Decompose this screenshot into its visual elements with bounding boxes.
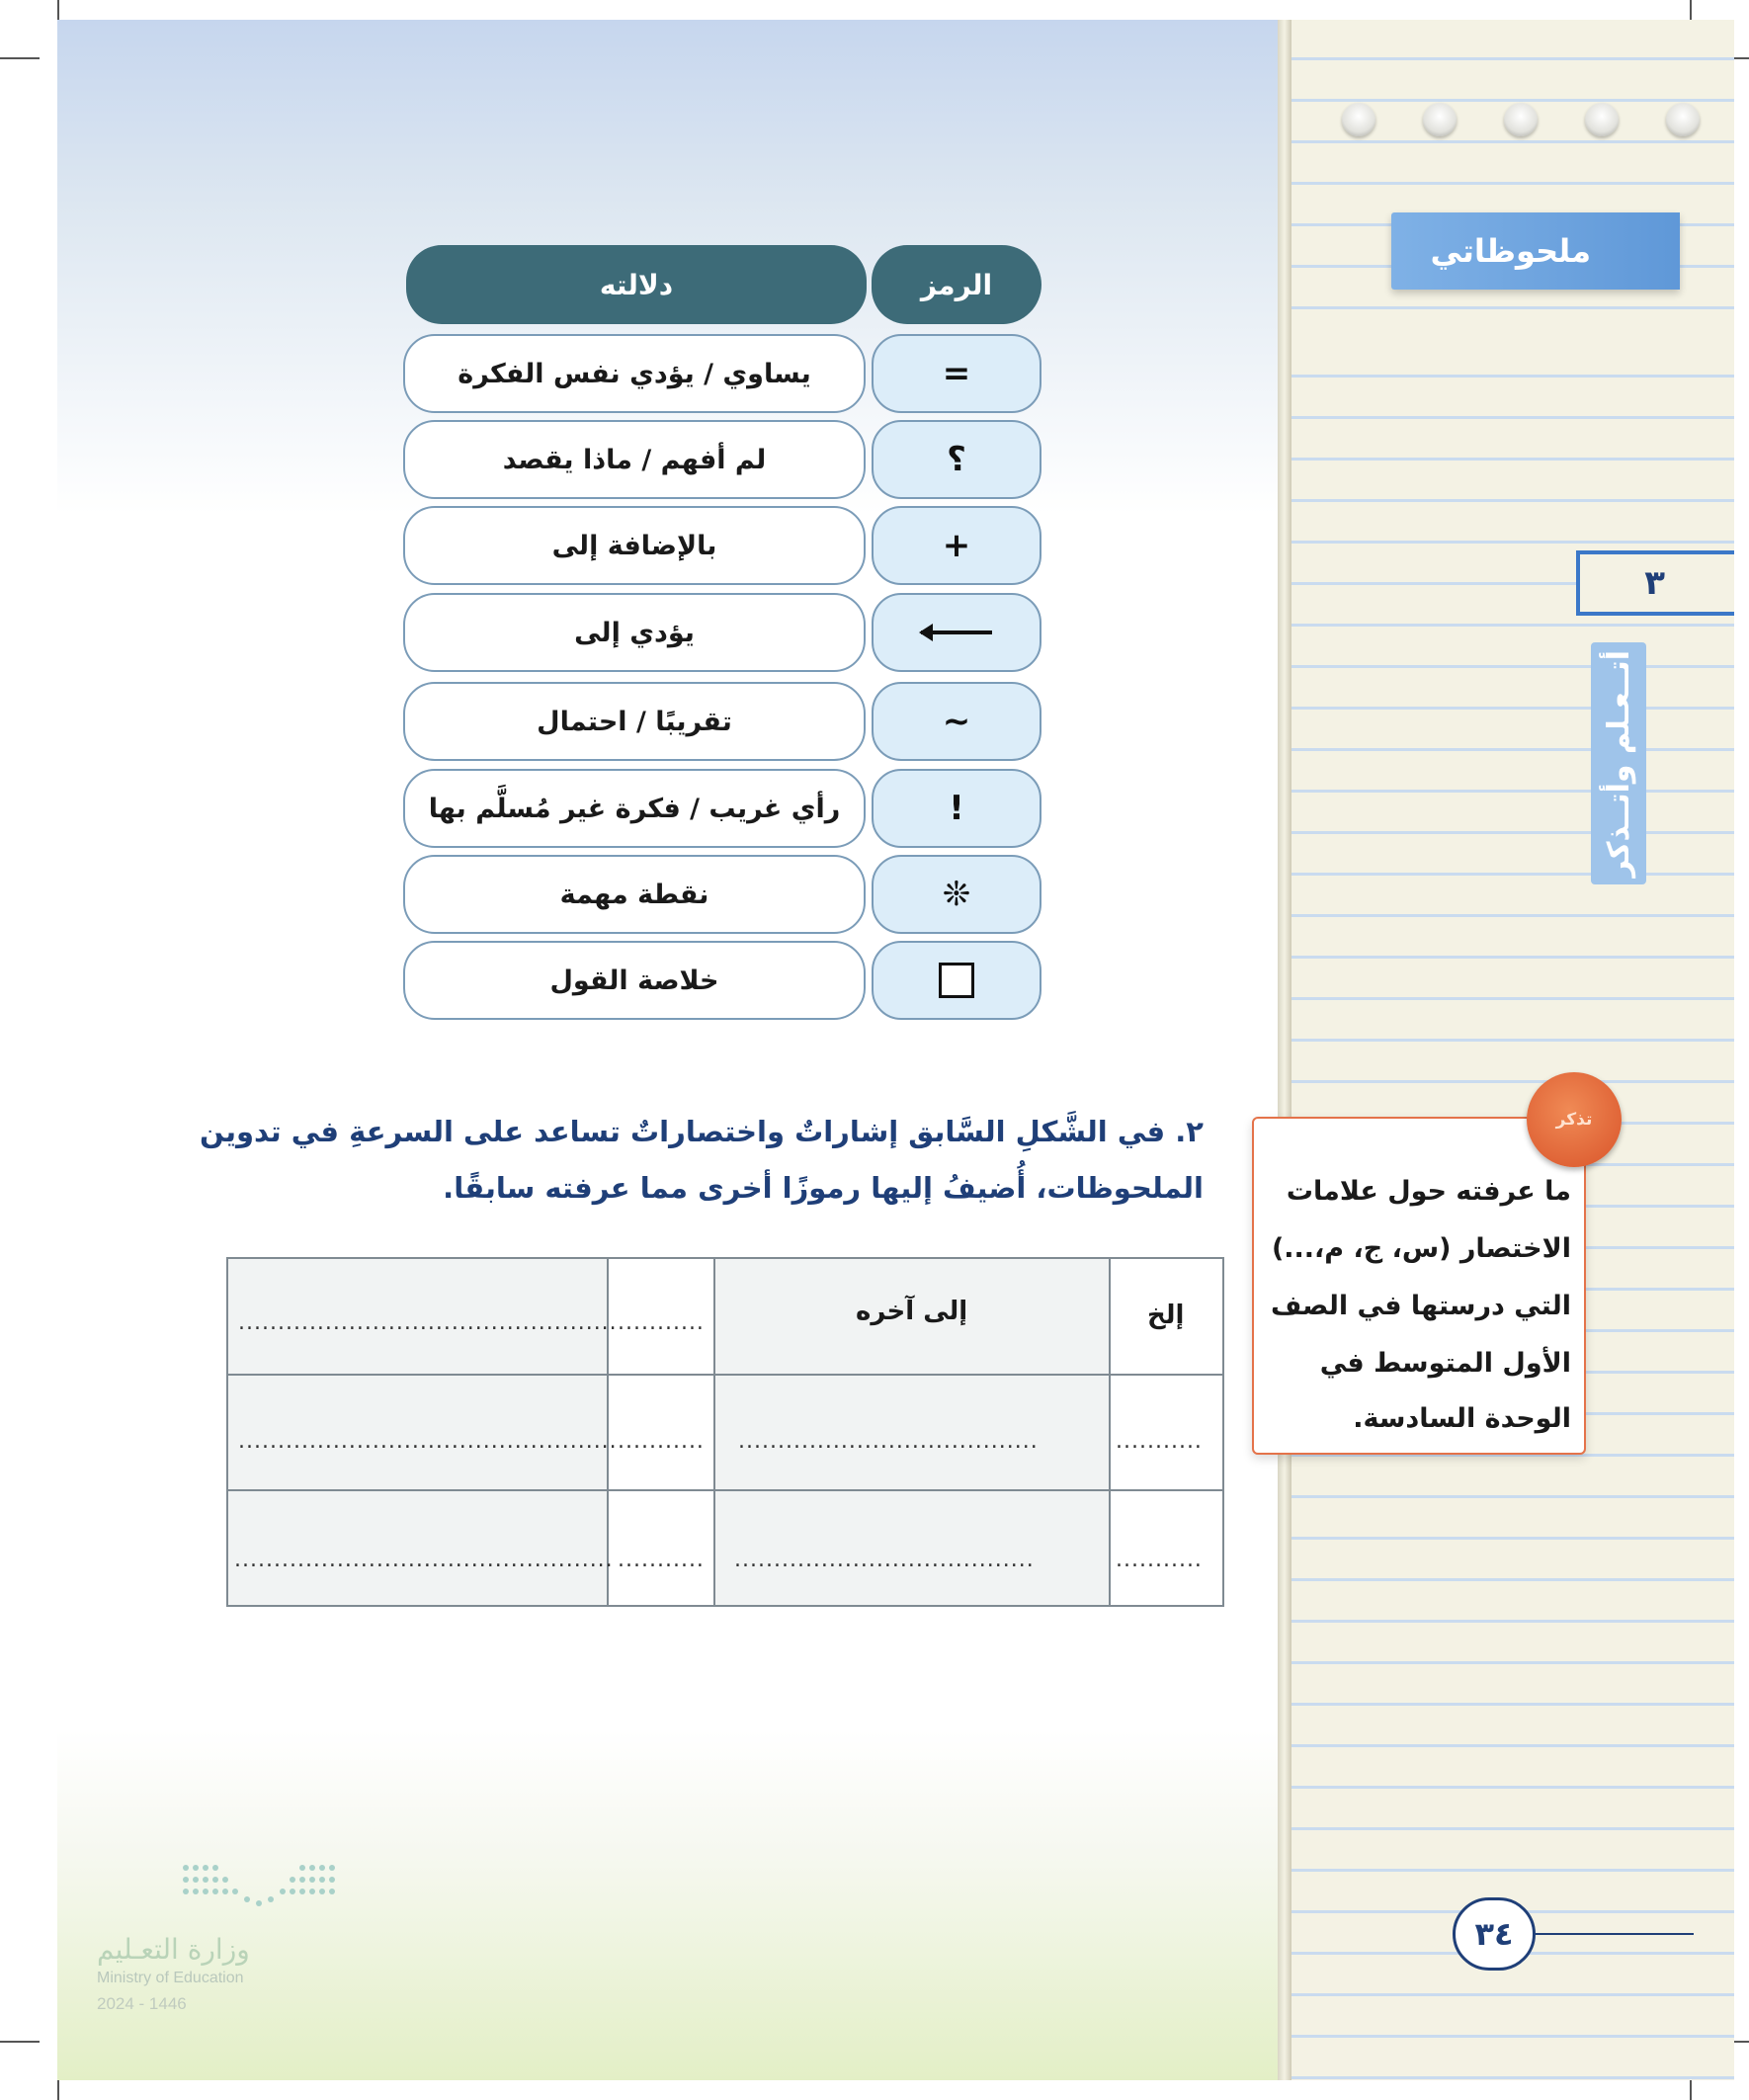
blank-dots[interactable]: ........... [1116,1548,1203,1572]
blank-dots[interactable]: ................................................ [234,1548,614,1572]
blank-dots[interactable]: ........... [618,1548,705,1572]
meaning-cell: يساوي / يؤدي نفس الفكرة [403,334,866,413]
meaning-cell: خلاصة القول [403,941,866,1020]
unit-title: أتــعـلم وأتــذكر [1601,649,1636,878]
blank-dots[interactable]: ................................................ [238,1310,618,1335]
symbol-cell: ! [872,769,1041,848]
abbreviation-text: إلخ [1147,1301,1185,1330]
symbol-cell-arrow [872,593,1041,672]
symbol-cell: + [872,506,1041,585]
meaning-cell: نقطة مهمة [403,855,866,934]
blank-dots[interactable]: ...................................... [738,1429,1039,1454]
reminder-line: الاختصار (س، ج، م،...) [1271,1233,1571,1264]
blank-dots[interactable]: ........... [618,1429,705,1454]
blank-dots[interactable]: ...................................... [734,1548,1035,1572]
main-content-background [57,20,1288,2080]
symbol-cell: ؟ [872,420,1041,499]
symbol-cell: ❊ [872,855,1041,934]
binder-hole-icon [1504,103,1538,136]
crop-mark [0,2041,40,2043]
reminder-badge: تذكر [1527,1072,1622,1167]
question-line-2: الملحوظات، أُضيفُ إليها رموزًا أخرى مما عرفته سابقًا. [443,1171,1204,1205]
symbol-cell: = [872,334,1041,413]
blank-dots[interactable]: ................................................ [238,1429,618,1454]
symbol-cell-square [872,941,1041,1020]
meaning-cell: بالإضافة إلى [403,506,866,585]
blank-dots[interactable]: ........... [1116,1429,1203,1454]
meaning-column-header: دلالته [406,245,867,324]
binder-hole-icon [1666,103,1700,136]
notebook-sidebar [1288,20,1734,2080]
unit-title-ribbon [1591,642,1646,884]
meaning-cell: لم أفهم / ماذا يقصد [403,420,866,499]
arrow-left-icon [921,630,992,634]
page-number-rule [1536,1933,1694,1935]
binder-hole-icon [1423,103,1457,136]
binder-hole-icon [1342,103,1375,136]
ministry-name-arabic: وزارة التعـليم [97,1933,250,1966]
reminder-line: الأول المتوسط في [1319,1348,1571,1379]
reminder-line: الوحدة السادسة. [1353,1403,1571,1434]
notebook-spine [1278,20,1291,2080]
crop-mark [0,57,40,59]
reminder-line: التي درستها في الصف [1270,1291,1571,1321]
symbol-cell: ~ [872,682,1041,761]
symbol-column-header: الرمز [872,245,1041,324]
fill-in-table [226,1257,1224,1607]
edition-year: 2024 - 1446 [97,1994,187,2013]
ministry-name-english: Ministry of Education [97,1970,244,1986]
unit-number: ٣ [1576,550,1734,616]
square-icon [939,963,974,998]
meaning-cell: رأي غريب / فكرة غير مُسلَّم بها [403,769,866,848]
meaning-text: إلى آخره [856,1297,968,1326]
notes-tab-label: ملحوظاتي [1391,212,1680,290]
meaning-cell: تقريبًا / احتمال [403,682,866,761]
question-line-1: ٢. في الشَّكلِ السَّابق إشاراتٌ واختصاراتٌ تساعد على السرعةِ في تدوين [199,1115,1204,1148]
ministry-logo-icon [178,1858,346,1917]
reminder-line: ما عرفته حول علامات [1286,1176,1571,1207]
binder-hole-icon [1585,103,1619,136]
blank-dots[interactable]: ........... [618,1310,705,1335]
page-number: ٣٤ [1453,1897,1536,1971]
meaning-cell: يؤدي إلى [403,593,866,672]
